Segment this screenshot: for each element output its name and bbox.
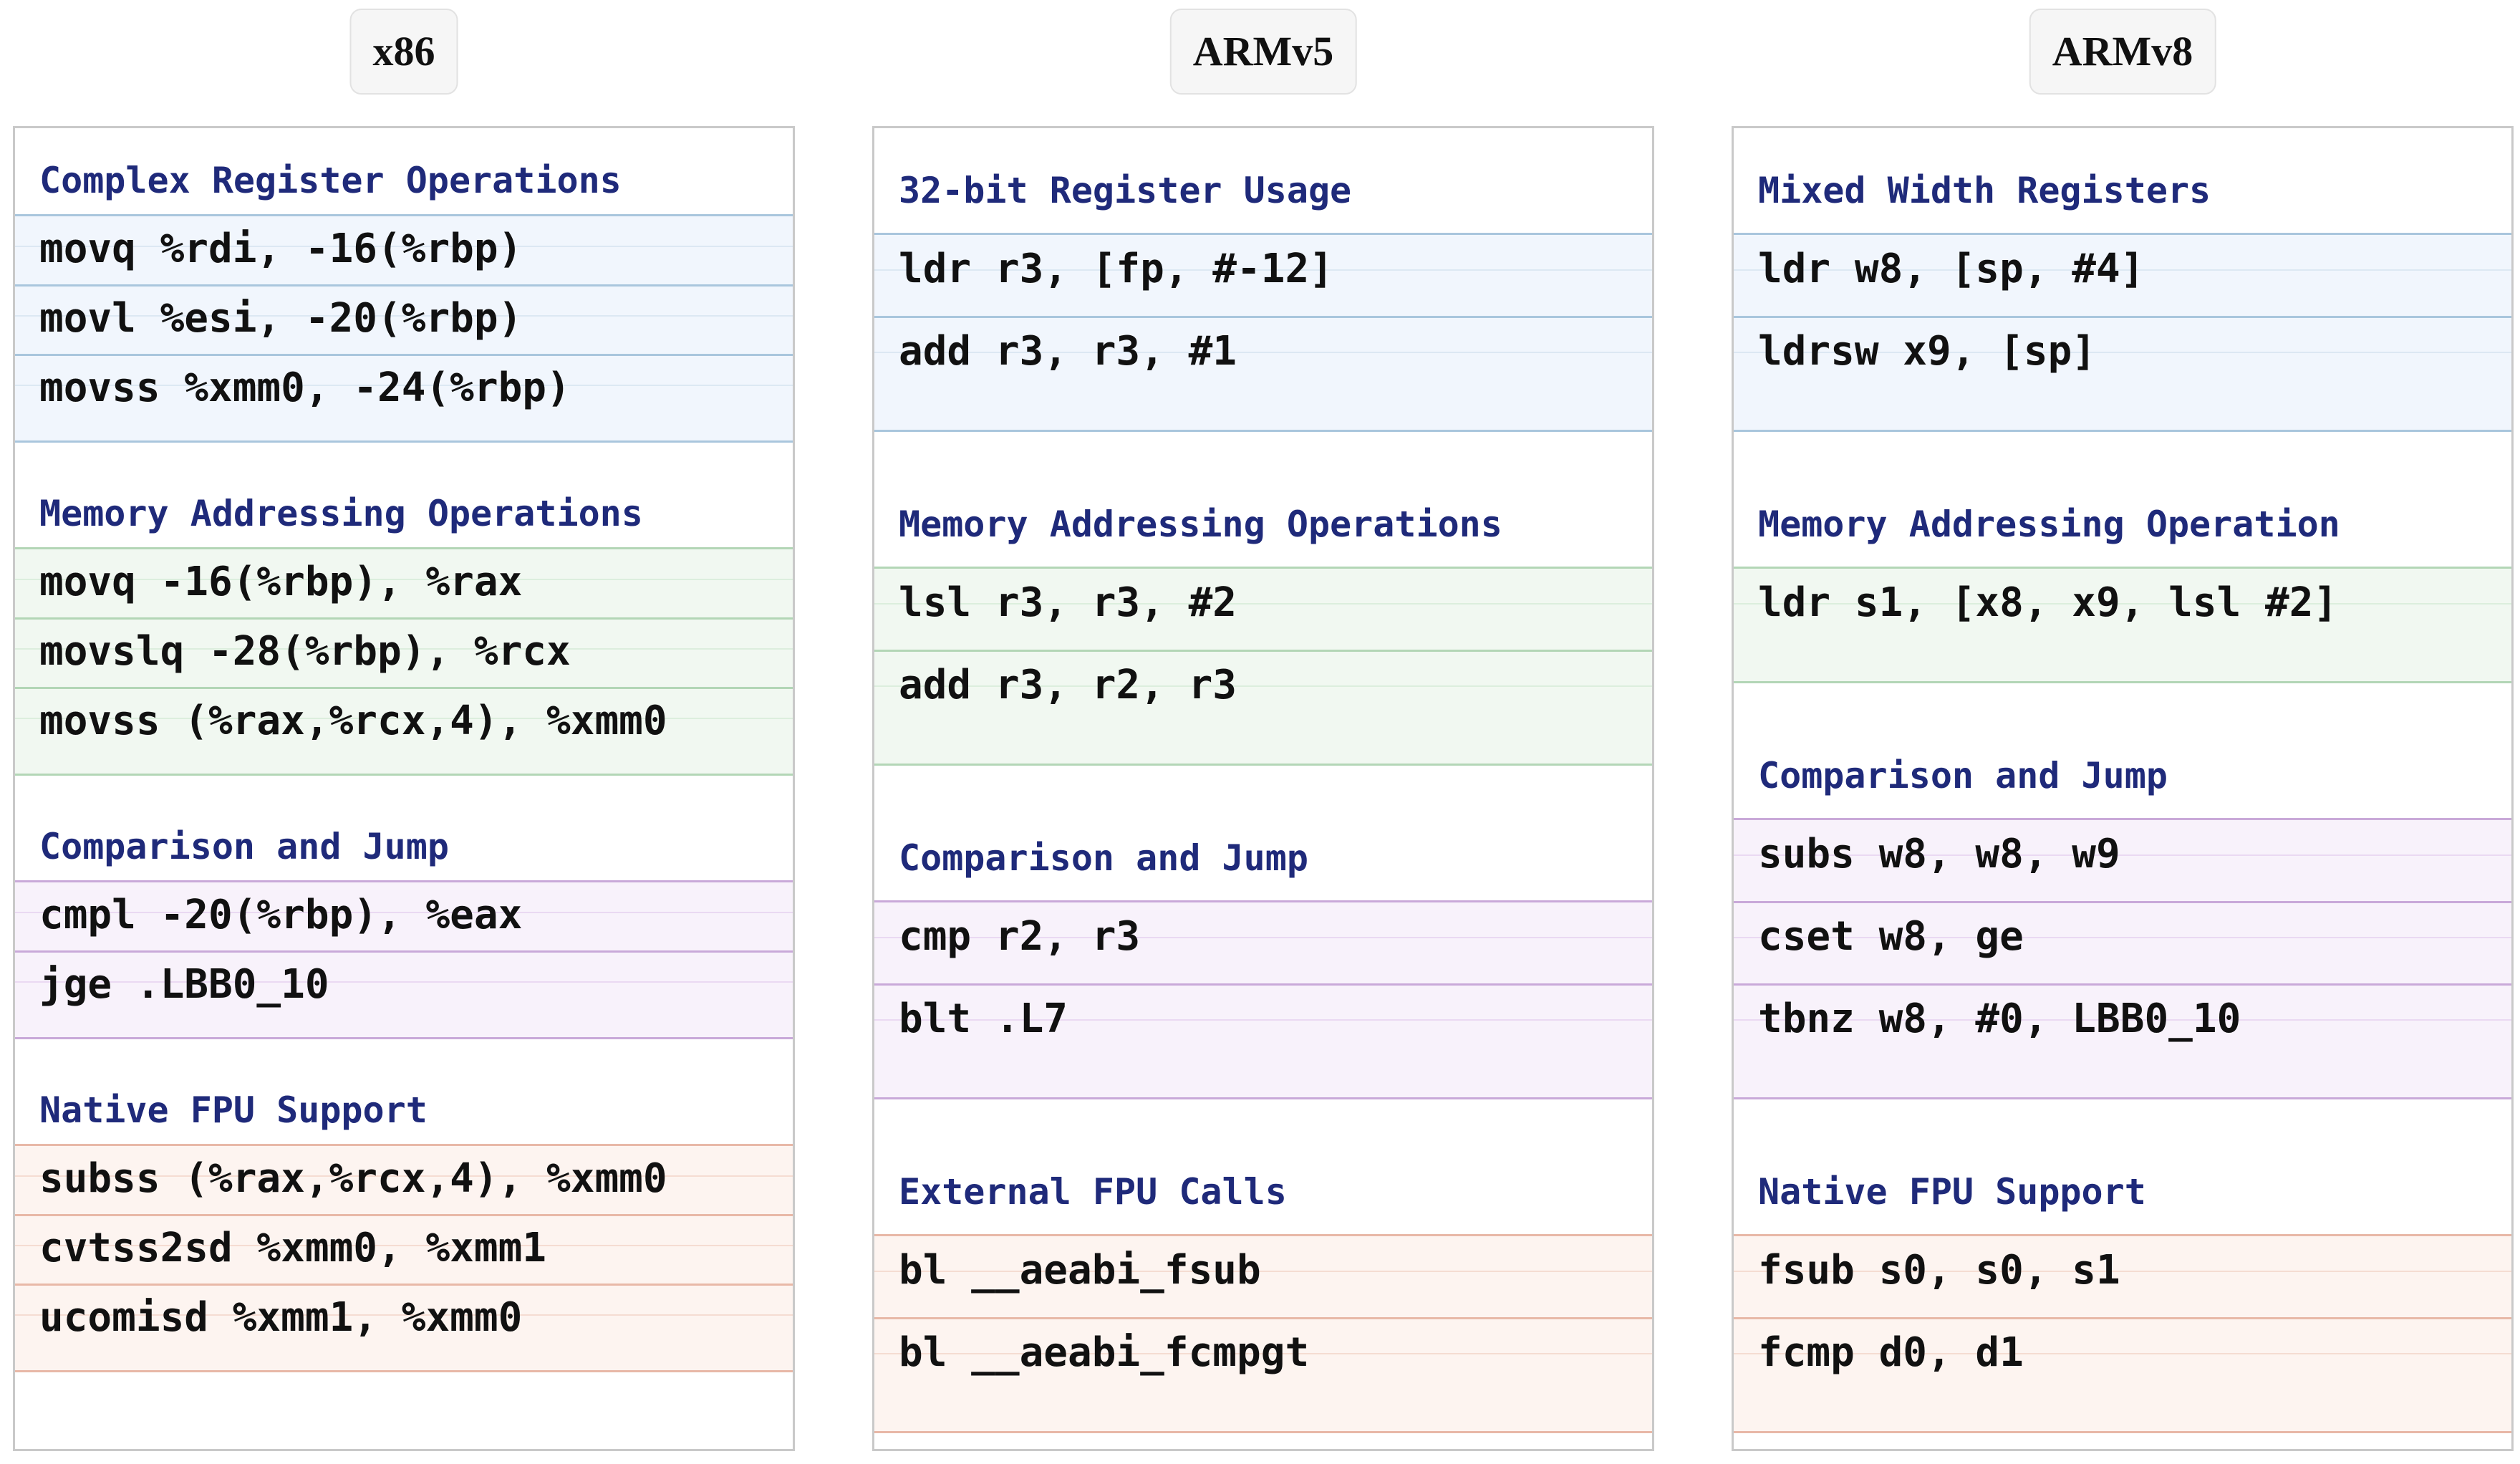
- instruction: cmp r2, r3: [899, 913, 1141, 960]
- instruction: jge .LBB0_10: [39, 961, 329, 1008]
- instruction: movq %rdi, -16(%rbp): [39, 226, 523, 272]
- section-title: External FPU Calls: [899, 1171, 1287, 1213]
- instruction: blt .L7: [899, 996, 1068, 1042]
- instruction-block: [1734, 567, 2511, 683]
- instruction-block: [15, 880, 793, 1039]
- row-divider: [15, 687, 793, 689]
- section-title: Memory Addressing Operations: [899, 504, 1502, 545]
- instruction-block: [874, 233, 1652, 432]
- row-divider: [15, 950, 793, 953]
- instruction: ldr r3, [fp, #-12]: [899, 246, 1333, 292]
- instruction: tbnz w8, #0, LBB0_10: [1758, 996, 2241, 1042]
- instruction: movss (%rax,%rcx,4), %xmm0: [39, 698, 667, 744]
- instruction: movq -16(%rbp), %rax: [39, 559, 523, 605]
- row-divider: [15, 284, 793, 286]
- instruction: cmpl -20(%rbp), %eax: [39, 892, 523, 938]
- row-divider: [15, 1214, 793, 1216]
- instruction-block: [874, 900, 1652, 1099]
- instruction-panel: [1732, 126, 2514, 1451]
- section-title: Comparison and Jump: [899, 837, 1308, 879]
- instruction-block: [1734, 818, 2511, 1099]
- instruction: cvtss2sd %xmm0, %xmm1: [39, 1225, 547, 1271]
- instruction-block: [1734, 233, 2511, 432]
- instruction-block: [874, 567, 1652, 766]
- instruction: cset w8, ge: [1758, 913, 2024, 960]
- instruction: fsub s0, s0, s1: [1758, 1247, 2120, 1294]
- instruction: movslq -28(%rbp), %rcx: [39, 628, 571, 675]
- instruction-panel: [872, 126, 1654, 1451]
- instruction-panel: [13, 126, 795, 1451]
- instruction: subss (%rax,%rcx,4), %xmm0: [39, 1155, 667, 1202]
- instruction-block: [15, 1144, 793, 1372]
- armv8-column: [1732, 0, 2514, 1464]
- column-header: ARMv5: [1170, 9, 1357, 95]
- x86-column: [13, 0, 795, 1464]
- section-title: Memory Addressing Operations: [39, 493, 643, 534]
- instruction: ucomisd %xmm1, %xmm0: [39, 1294, 523, 1341]
- row-divider: [15, 354, 793, 356]
- row-divider: [1734, 1317, 2511, 1319]
- section-title: Memory Addressing Operation: [1758, 504, 2340, 545]
- row-divider: [874, 650, 1652, 652]
- row-divider: [874, 316, 1652, 318]
- row-divider: [1734, 983, 2511, 986]
- instruction: lsl r3, r3, #2: [899, 579, 1237, 626]
- instruction: fcmp d0, d1: [1758, 1329, 2024, 1376]
- section-title: Native FPU Support: [39, 1089, 428, 1131]
- armv5-column: [872, 0, 1654, 1464]
- section-title: Mixed Width Registers: [1758, 170, 2211, 211]
- row-divider: [874, 983, 1652, 986]
- row-divider: [1734, 901, 2511, 903]
- instruction: add r3, r2, r3: [899, 662, 1237, 708]
- section-title: Comparison and Jump: [1758, 755, 2168, 796]
- row-divider: [1734, 316, 2511, 318]
- instruction: subs w8, w8, w9: [1758, 831, 2120, 877]
- row-divider: [15, 617, 793, 620]
- instruction: movl %esi, -20(%rbp): [39, 295, 523, 342]
- instruction-block: [15, 547, 793, 776]
- instruction: ldr w8, [sp, #4]: [1758, 246, 2145, 292]
- section-title: Native FPU Support: [1758, 1171, 2146, 1213]
- instruction-block: [1734, 1234, 2511, 1433]
- column-header: x86: [350, 9, 458, 95]
- column-header: ARMv8: [2029, 9, 2216, 95]
- instruction: ldr s1, [x8, x9, lsl #2]: [1758, 579, 2338, 626]
- instruction: bl __aeabi_fsub: [899, 1247, 1261, 1294]
- section-title: Comparison and Jump: [39, 826, 449, 867]
- section-title: Complex Register Operations: [39, 160, 622, 201]
- row-divider: [874, 1317, 1652, 1319]
- row-divider: [15, 1284, 793, 1286]
- instruction-block: [874, 1234, 1652, 1433]
- instruction-block: [15, 214, 793, 443]
- section-title: 32-bit Register Usage: [899, 170, 1352, 211]
- instruction: ldrsw x9, [sp]: [1758, 328, 2097, 375]
- instruction: movss %xmm0, -24(%rbp): [39, 365, 571, 411]
- instruction: add r3, r3, #1: [899, 328, 1237, 375]
- instruction: bl __aeabi_fcmpgt: [899, 1329, 1310, 1376]
